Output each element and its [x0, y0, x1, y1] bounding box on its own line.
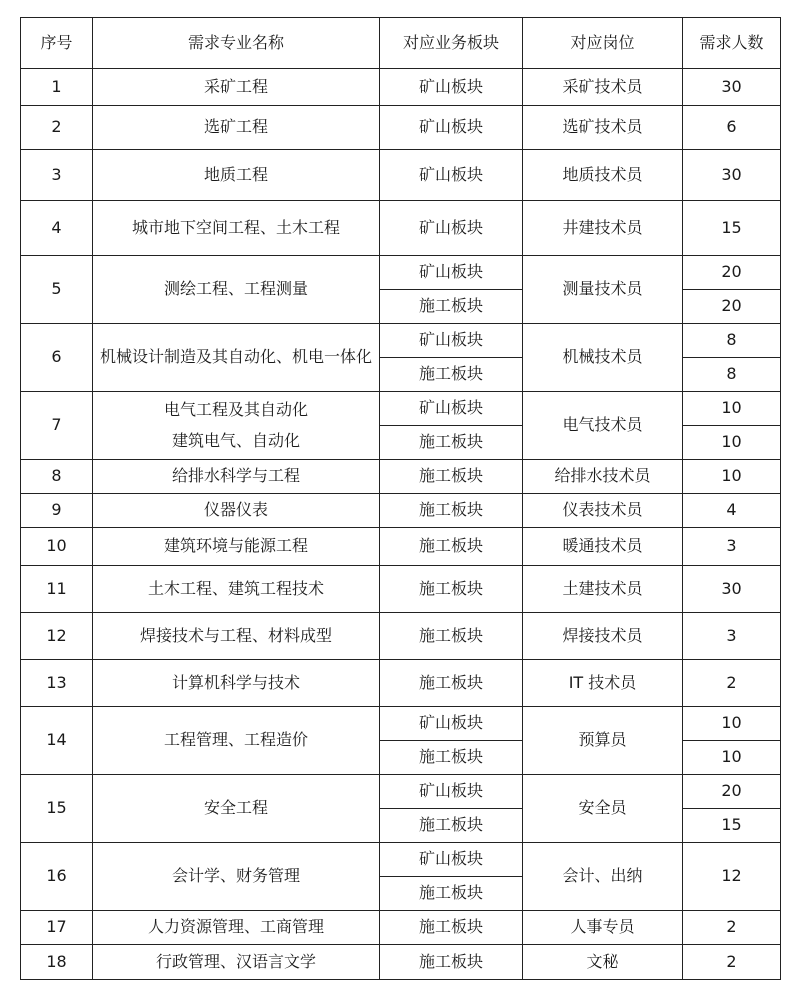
row-number: 2: [21, 106, 93, 150]
major-name: 仪器仪表: [93, 494, 380, 528]
major-name: 工程管理、工程造价: [93, 707, 380, 775]
business-segment: 施工板块: [380, 911, 523, 945]
business-segment: 矿山板块: [380, 150, 523, 201]
table-row: [21, 911, 781, 945]
row-number: 11: [21, 566, 93, 613]
table-row: [21, 707, 781, 741]
required-count: 4: [683, 494, 781, 528]
table-row: [21, 775, 781, 809]
header-row: [21, 18, 781, 69]
header-post: 对应岗位: [523, 18, 683, 69]
major-name: 建筑环境与能源工程: [93, 528, 380, 566]
table-body: [21, 69, 781, 980]
row-number: 16: [21, 843, 93, 911]
job-post: 会计、出纳: [523, 843, 683, 911]
required-count: 20: [683, 256, 781, 290]
required-count: 10: [683, 426, 781, 460]
row-number: 18: [21, 945, 93, 980]
business-segment: 矿山板块: [380, 106, 523, 150]
row-number: 14: [21, 707, 93, 775]
table-row: [21, 945, 781, 980]
table-row: [21, 528, 781, 566]
job-post: 电气技术员: [523, 392, 683, 460]
required-count: 8: [683, 324, 781, 358]
recruitment-table-container: [20, 17, 780, 980]
major-name: 会计学、财务管理: [93, 843, 380, 911]
required-count: 30: [683, 566, 781, 613]
business-segment: 施工板块: [380, 528, 523, 566]
required-count: 10: [683, 460, 781, 494]
business-segment: 矿山板块: [380, 843, 523, 877]
business-segment: 施工板块: [380, 358, 523, 392]
business-segment: 施工板块: [380, 741, 523, 775]
major-name: 机械设计制造及其自动化、机电一体化: [93, 324, 380, 392]
table-row: [21, 69, 781, 106]
table-row: [21, 201, 781, 256]
business-segment: 矿山板块: [380, 256, 523, 290]
row-number: 7: [21, 392, 93, 460]
job-post: 文秘: [523, 945, 683, 980]
business-segment: 施工板块: [380, 809, 523, 843]
table-row: [21, 150, 781, 201]
business-segment: 施工板块: [380, 426, 523, 460]
business-segment: 矿山板块: [380, 392, 523, 426]
business-segment: 施工板块: [380, 290, 523, 324]
required-count: 10: [683, 741, 781, 775]
job-post: 地质技术员: [523, 150, 683, 201]
row-number: 4: [21, 201, 93, 256]
required-count: 2: [683, 911, 781, 945]
job-post: IT 技术员: [523, 660, 683, 707]
job-post: 采矿技术员: [523, 69, 683, 106]
major-name: 给排水科学与工程: [93, 460, 380, 494]
row-number: 3: [21, 150, 93, 201]
job-post: 人事专员: [523, 911, 683, 945]
business-segment: 矿山板块: [380, 324, 523, 358]
job-post: 暖通技术员: [523, 528, 683, 566]
header-count: 需求人数: [683, 18, 781, 69]
row-number: 13: [21, 660, 93, 707]
job-post: 土建技术员: [523, 566, 683, 613]
job-post: 仪表技术员: [523, 494, 683, 528]
major-name: 地质工程: [93, 150, 380, 201]
required-count: 10: [683, 392, 781, 426]
business-segment: 施工板块: [380, 460, 523, 494]
row-number: 15: [21, 775, 93, 843]
business-segment: 矿山板块: [380, 775, 523, 809]
required-count: 30: [683, 69, 781, 106]
business-segment: 矿山板块: [380, 201, 523, 256]
row-number: 17: [21, 911, 93, 945]
table-row: [21, 256, 781, 290]
business-segment: 施工板块: [380, 494, 523, 528]
job-post: 安全员: [523, 775, 683, 843]
table-row: [21, 566, 781, 613]
recruitment-table: [20, 17, 781, 980]
row-number: 12: [21, 613, 93, 660]
row-number: 10: [21, 528, 93, 566]
business-segment: 施工板块: [380, 566, 523, 613]
business-segment: 施工板块: [380, 613, 523, 660]
required-count: 10: [683, 707, 781, 741]
table-row: [21, 613, 781, 660]
major-name: 人力资源管理、工商管理: [93, 911, 380, 945]
header-no: 序号: [21, 18, 93, 69]
business-segment: 矿山板块: [380, 69, 523, 106]
table-row: [21, 843, 781, 877]
major-name: 城市地下空间工程、土木工程: [93, 201, 380, 256]
business-segment: 施工板块: [380, 660, 523, 707]
row-number: 6: [21, 324, 93, 392]
major-name: 安全工程: [93, 775, 380, 843]
major-name: 采矿工程: [93, 69, 380, 106]
row-number: 8: [21, 460, 93, 494]
job-post: 焊接技术员: [523, 613, 683, 660]
table-row: [21, 392, 781, 426]
row-number: 9: [21, 494, 93, 528]
required-count: 15: [683, 201, 781, 256]
business-segment: 施工板块: [380, 945, 523, 980]
job-post: 给排水技术员: [523, 460, 683, 494]
required-count: 3: [683, 613, 781, 660]
required-count: 20: [683, 290, 781, 324]
major-name: 计算机科学与技术: [93, 660, 380, 707]
major-name: 测绘工程、工程测量: [93, 256, 380, 324]
required-count: 12: [683, 843, 781, 911]
business-segment: 施工板块: [380, 877, 523, 911]
table-row: [21, 460, 781, 494]
major-name: 行政管理、汉语言文学: [93, 945, 380, 980]
required-count: 2: [683, 945, 781, 980]
major-name: 焊接技术与工程、材料成型: [93, 613, 380, 660]
required-count: 6: [683, 106, 781, 150]
job-post: 测量技术员: [523, 256, 683, 324]
table-row: [21, 324, 781, 358]
major-name: 电气工程及其自动化 建筑电气、自动化: [93, 392, 380, 460]
required-count: 2: [683, 660, 781, 707]
table-row: [21, 660, 781, 707]
row-number: 5: [21, 256, 93, 324]
job-post: 选矿技术员: [523, 106, 683, 150]
required-count: 8: [683, 358, 781, 392]
major-name: 选矿工程: [93, 106, 380, 150]
job-post: 井建技术员: [523, 201, 683, 256]
table-row: [21, 106, 781, 150]
job-post: 预算员: [523, 707, 683, 775]
business-segment: 矿山板块: [380, 707, 523, 741]
row-number: 1: [21, 69, 93, 106]
required-count: 20: [683, 775, 781, 809]
table-row: [21, 494, 781, 528]
required-count: 30: [683, 150, 781, 201]
required-count: 15: [683, 809, 781, 843]
header-segment: 对应业务板块: [380, 18, 523, 69]
job-post: 机械技术员: [523, 324, 683, 392]
required-count: 3: [683, 528, 781, 566]
major-name: 土木工程、建筑工程技术: [93, 566, 380, 613]
header-major: 需求专业名称: [93, 18, 380, 69]
